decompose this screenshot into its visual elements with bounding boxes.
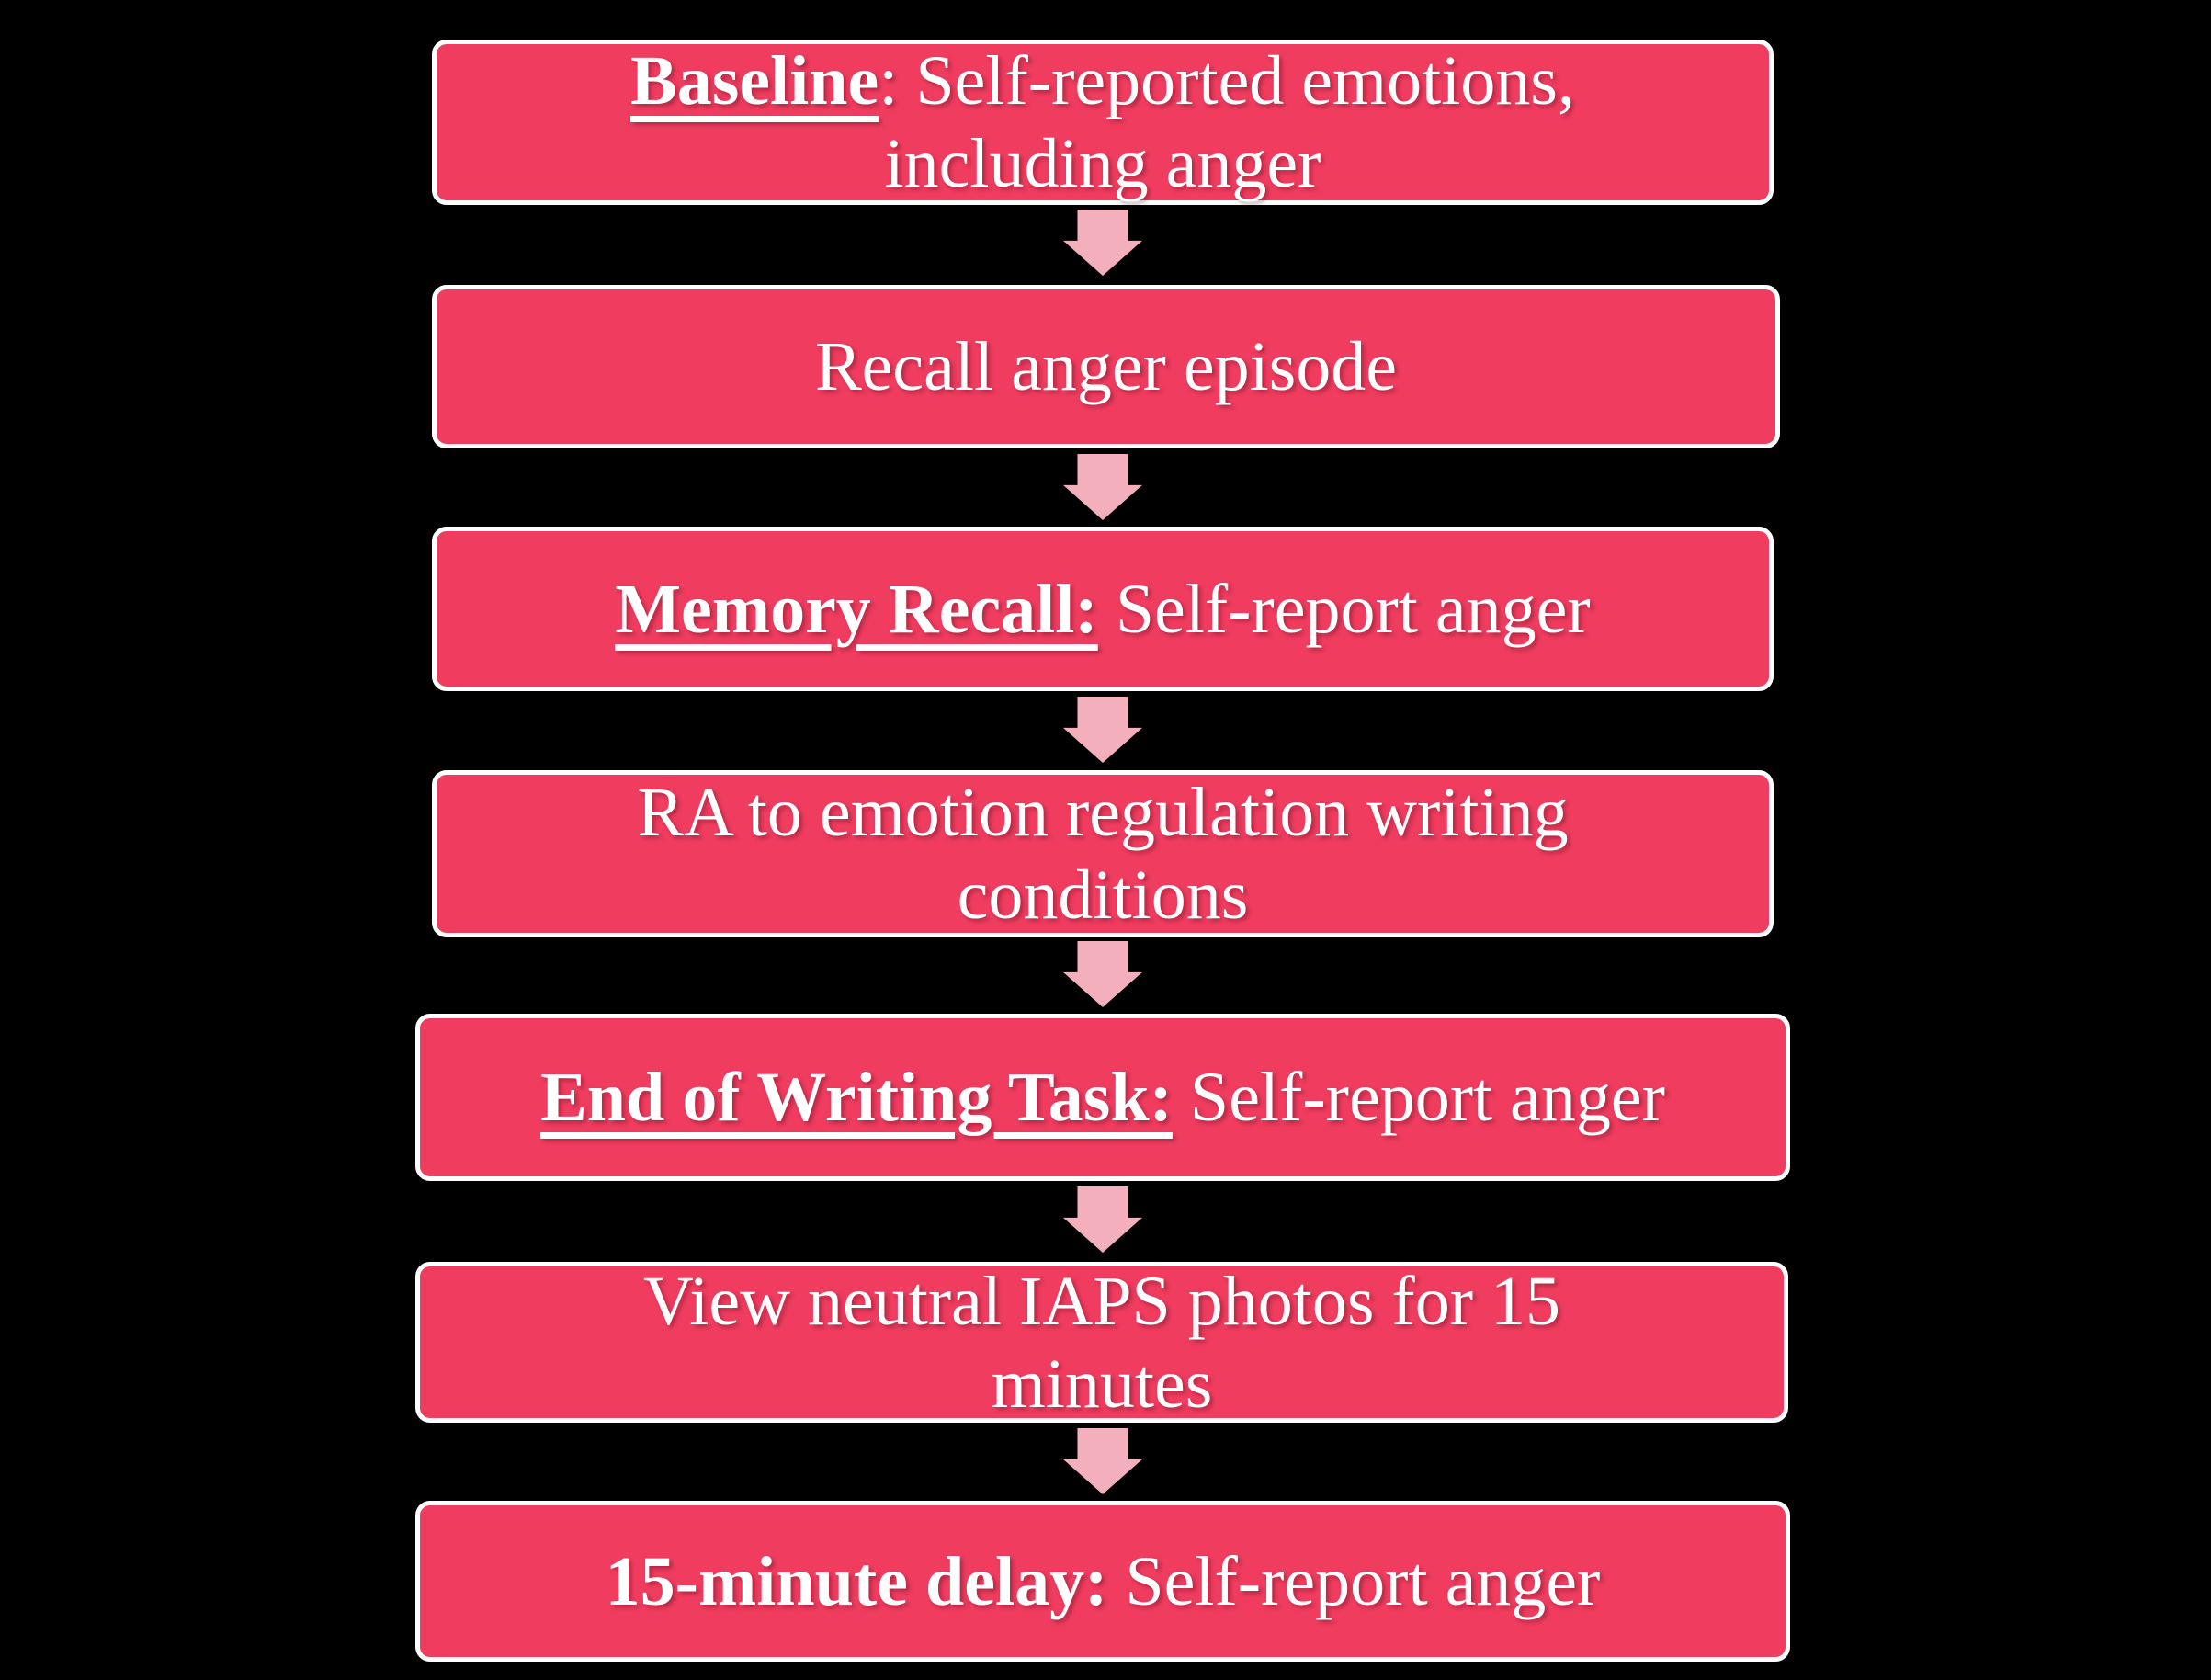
flow-step-15-minute-delay bbox=[415, 1501, 1790, 1662]
flow-step-view-iaps-photos bbox=[415, 1262, 1788, 1423]
step-text bbox=[540, 1056, 1665, 1139]
step-text-rest: Self-report anger bbox=[1097, 570, 1591, 648]
step-label-emphasis: Baseline bbox=[630, 42, 879, 119]
down-arrow-connector bbox=[1063, 1186, 1142, 1253]
flow-step-memory-recall bbox=[432, 527, 1774, 691]
step-label-emphasis: Memory Recall: bbox=[615, 570, 1098, 648]
step-text: minutes bbox=[991, 1345, 1213, 1423]
step-text: conditions bbox=[957, 857, 1249, 934]
step-text bbox=[630, 40, 1575, 122]
flow-step-end-of-writing-task bbox=[415, 1014, 1790, 1181]
flow-step-ra-writing-conditions bbox=[432, 770, 1774, 937]
step-label-emphasis: 15-minute delay: bbox=[605, 1542, 1108, 1620]
down-arrow-connector bbox=[1063, 697, 1142, 763]
down-arrow-connector bbox=[1063, 1428, 1142, 1494]
down-arrow-connector bbox=[1063, 454, 1142, 520]
step-text-rest: Self-report anger bbox=[1172, 1059, 1665, 1136]
down-arrow-connector bbox=[1063, 210, 1142, 276]
step-text-rest: RA to emotion regulation writing bbox=[637, 774, 1569, 851]
step-text: including anger bbox=[884, 125, 1321, 202]
step-label-emphasis: End of Writing Task: bbox=[540, 1059, 1173, 1136]
step-text-rest: Self-report anger bbox=[1107, 1542, 1601, 1620]
step-text bbox=[615, 568, 1590, 651]
step-text-rest: View neutral IAPS photos for 15 bbox=[642, 1262, 1561, 1340]
step-text bbox=[643, 1260, 1560, 1343]
step-text bbox=[637, 771, 1568, 854]
flow-step-baseline bbox=[432, 40, 1774, 205]
flow-step-recall-anger-episode bbox=[432, 285, 1780, 448]
step-text bbox=[606, 1540, 1601, 1623]
step-text bbox=[815, 325, 1397, 408]
step-text-rest: Recall anger episode bbox=[814, 328, 1398, 405]
down-arrow-connector bbox=[1063, 941, 1142, 1007]
step-text-rest: : Self-reported emotions, bbox=[879, 42, 1575, 119]
